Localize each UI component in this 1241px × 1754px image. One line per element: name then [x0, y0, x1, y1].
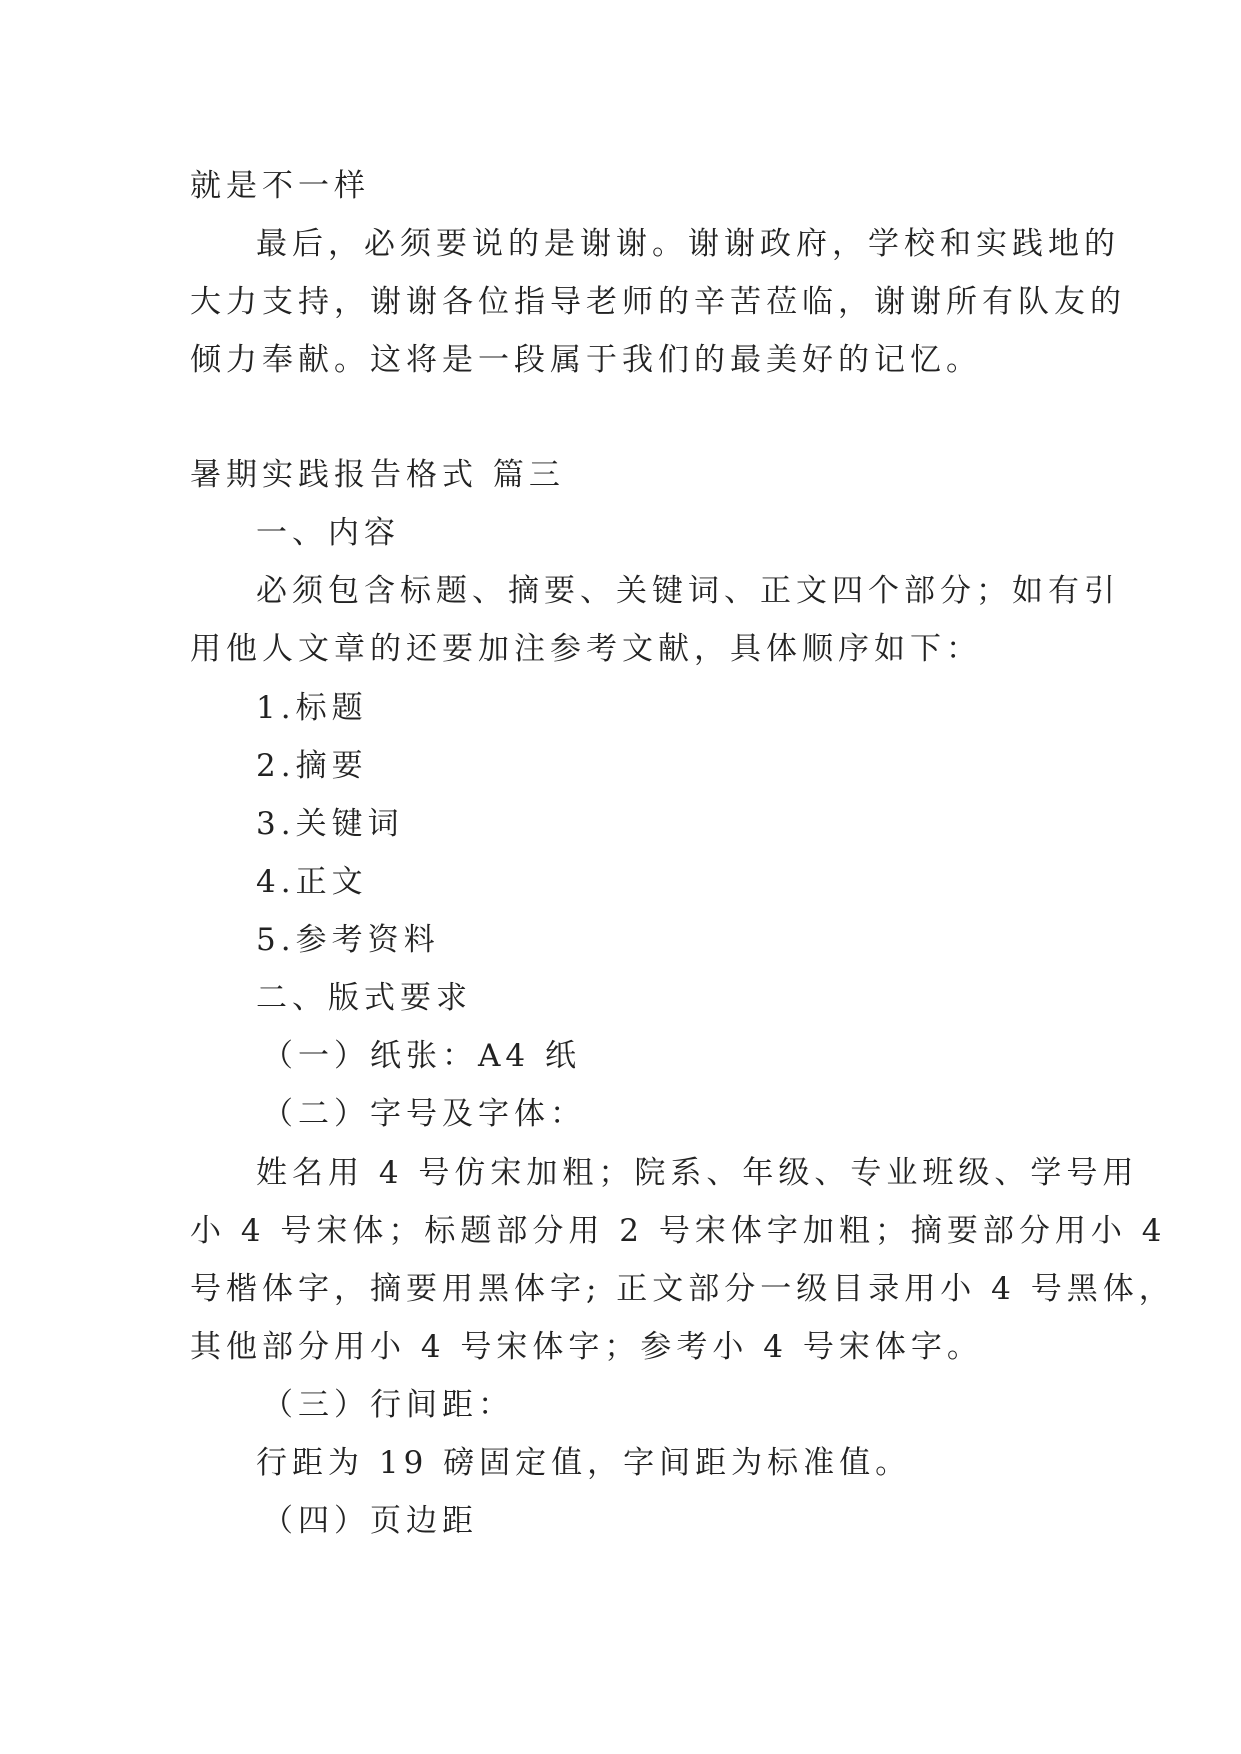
- format-item-font: （二）字号及字体：: [262, 1096, 586, 1132]
- subheading-format: 二、版式要求: [256, 980, 472, 1016]
- paragraph-line-font-1: 姓名用 4 号仿宋加粗；院系、年级、专业班级、学号用: [256, 1155, 1139, 1191]
- paragraph-line-font-4: 其他部分用小 4 号宋体字；参考小 4 号宋体字。: [190, 1329, 983, 1365]
- list-item-4: 4.正文: [256, 864, 368, 900]
- format-item-paper: （一）纸张：A4 纸: [262, 1038, 581, 1074]
- paragraph-line-content-1: 必须包含标题、摘要、关键词、正文四个部分；如有引: [256, 573, 1120, 609]
- list-item-2: 2.摘要: [256, 748, 368, 784]
- list-item-1: 1.标题: [256, 690, 368, 726]
- paragraph-line-continuation: 就是不一样: [190, 168, 370, 204]
- paragraph-line-thanks-2: 大力支持，谢谢各位指导老师的辛苦莅临，谢谢所有队友的: [190, 284, 1126, 320]
- paragraph-line-thanks-1: 最后，必须要说的是谢谢。谢谢政府，学校和实践地的: [256, 226, 1120, 262]
- paragraph-line-spacing: 行距为 19 磅固定值，字间距为标准值。: [256, 1445, 912, 1481]
- subheading-content: 一、内容: [256, 515, 400, 551]
- format-item-line-spacing: （三）行间距：: [262, 1387, 514, 1423]
- paragraph-line-font-3: 号楷体字，摘要用黑体字; 正文部分一级目录用小 4 号黑体，: [190, 1271, 1175, 1307]
- paragraph-line-font-2: 小 4 号宋体；标题部分用 2 号宋体字加粗；摘要部分用小 4: [190, 1213, 1167, 1249]
- paragraph-line-thanks-3: 倾力奉献。这将是一段属于我们的最美好的记忆。: [190, 342, 982, 378]
- paragraph-line-content-2: 用他人文章的还要加注参考文献，具体顺序如下：: [190, 631, 982, 667]
- format-item-margins: （四）页边距: [262, 1503, 478, 1539]
- section-heading: 暑期实践报告格式 篇三: [190, 457, 565, 493]
- list-item-3: 3.关键词: [256, 806, 404, 842]
- list-item-5: 5.参考资料: [256, 922, 440, 958]
